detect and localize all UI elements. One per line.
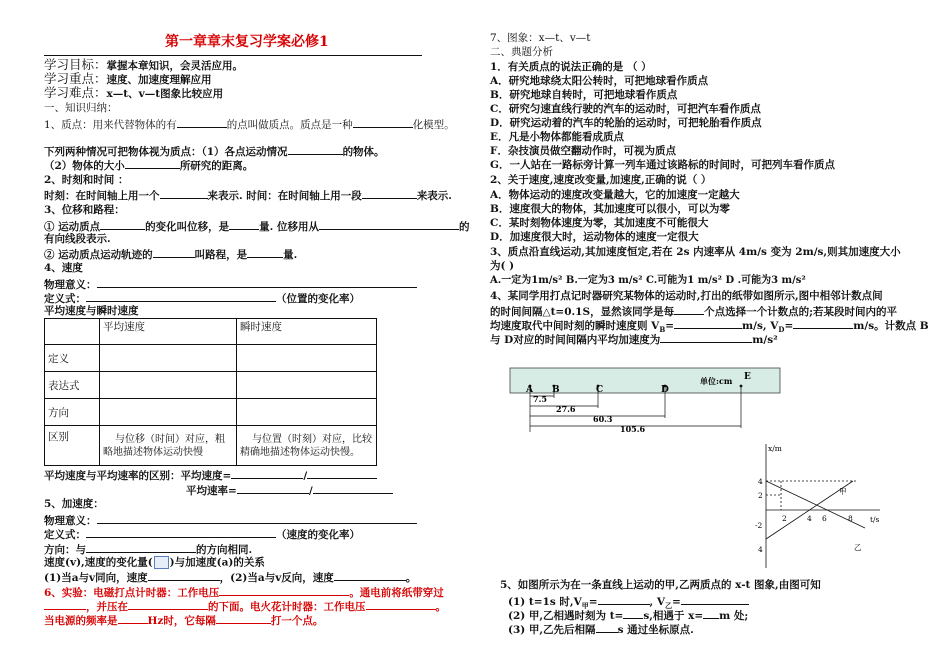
k6-line3: 当电源的频率是 Hz时，它每隔 打一个点。 xyxy=(44,615,324,627)
x-axis-label: t/s xyxy=(870,515,880,524)
k5-heading: 5、加速度： xyxy=(44,498,104,510)
dist-ae: 105.6 xyxy=(620,424,646,434)
title-divider xyxy=(44,55,422,56)
q4-line1: 4、某同学用打点记时器研究某物体的运动时,打出的纸带如图所示,图中相邻计数点间 xyxy=(490,290,883,302)
x-tick-4: 4 xyxy=(807,514,812,523)
y-tick-m4: 4 xyxy=(758,545,763,554)
q1-option-b: B．研究地球自转时，可把地球看作质点 xyxy=(490,89,678,101)
q2-option-b: B．速度很大的物体，其加速度可以很小，可以为零 xyxy=(490,203,730,215)
label-d: D xyxy=(661,385,669,395)
k2-line: 时刻：在时间轴上用一个 来表示. 时间：在时间轴上用一段 来表示. xyxy=(44,190,452,202)
y-axis-label: x/m xyxy=(768,444,782,453)
table-cell-inst-diff: 与位置（时刻）对应，比较精确地描述物体运动快慢。 xyxy=(237,426,377,466)
k4-def: 定义式： （位置的变化率） xyxy=(44,293,360,305)
q2-option-a: A．物体运动的速度改变量越大，它的加速度一定越大 xyxy=(490,189,740,201)
q1-option-f: F．杂技演员做空翻动作时，可视为质点 xyxy=(490,145,676,157)
q4-line4: 与 D对应的时间间隔内平均加速度为 m/s² xyxy=(490,334,778,346)
k1-cond-line: 下列两种情况可把物体视为质点：（1）各点运动情况 的物体。 xyxy=(44,146,385,158)
paper-tape xyxy=(510,368,780,393)
yi-label: 乙 xyxy=(854,543,862,552)
y-tick-2: 2 xyxy=(758,491,763,500)
jia-label: 甲 xyxy=(839,487,847,496)
section-2-heading: 二、典题分析 xyxy=(490,46,553,58)
k3-line3: ② 运动质点运动轨迹的 叫路程，是 量. xyxy=(44,249,298,261)
table-row-expr: 表达式 xyxy=(45,372,100,399)
q5-part1: (1) t=1s 时$,V_甲=$ , $V_乙=$ xyxy=(508,594,749,612)
x-tick-6: 6 xyxy=(822,514,827,523)
dist-ac: 27.6 xyxy=(556,404,576,414)
label-b: B xyxy=(552,385,560,395)
k3-line2: 有向线段表示. xyxy=(44,233,111,245)
q1-option-a: A．研究地球绕太阳公转时，可把地球看作质点 xyxy=(490,75,709,87)
k6-line1: 6、实验：电磁打点计时器：工作电压 。通电前将纸带穿过 xyxy=(44,587,444,599)
k7-line: 7、图象：x—t、v—t xyxy=(490,32,591,44)
k5-meaning: 物理意义： xyxy=(44,513,417,528)
table-row-diff: 区别 xyxy=(45,426,100,466)
x-tick-8: 8 xyxy=(848,514,853,523)
goal-line: 学习目标：掌握本章知识，会灵活应用。 xyxy=(44,57,244,72)
y-tick-m2: -2 xyxy=(755,521,763,530)
k2-heading: 2、时刻和时间 ： xyxy=(44,174,129,186)
q5-part3: (3) 甲,乙先后相隔 s 通过坐标原点. xyxy=(508,624,694,636)
unit-label: 单位:cm xyxy=(700,376,733,386)
q2-option-d: D．加速度很大时，运动物体的速度一定很大 xyxy=(490,231,699,243)
k3-line1: ① 运动质点 的变化叫位移，是 量. 位移用从 的 xyxy=(44,221,470,233)
label-e: E xyxy=(744,372,751,382)
table-header-inst: 瞬时速度 xyxy=(237,319,377,345)
k4-heading: 4、速度 xyxy=(44,262,83,274)
avg-rate-line: 平均速率= / xyxy=(186,483,393,498)
table-header-avg: 平均速度 xyxy=(100,319,237,345)
xt-graph xyxy=(752,440,892,572)
section-1-heading: 一、知识归纳： xyxy=(44,102,118,114)
table-cell-avg-diff: 与位移（时间）对应，粗略地描述物体运动快慢 xyxy=(100,426,237,466)
x-tick-2: 2 xyxy=(782,514,787,523)
k5-cases: (1)当a与v同向，速度 ，(2)当a与v反向，速度 。 xyxy=(44,572,417,584)
dist-ab: 7.5 xyxy=(533,394,547,404)
q2-option-c: C．某时刻物体速度为零，其加速度不可能很大 xyxy=(490,217,709,229)
k3-heading: 3、位移和路程： xyxy=(44,204,125,216)
q1-option-d: D．研究运动着的汽车的轮胎的运动时，可把轮胎看作质点 xyxy=(490,117,762,129)
label-a: A xyxy=(526,385,533,395)
k5-relation: 速度(v),速度的变化量( )与加速度(a)的关系 xyxy=(44,556,265,569)
table-row-def: 定义 xyxy=(45,345,100,372)
velocity-table xyxy=(44,318,377,466)
y-tick-4: 4 xyxy=(758,477,763,486)
q1-stem: 1．有关质点的说法正确的是 （ ） xyxy=(490,61,652,73)
label-c: C xyxy=(596,385,604,395)
paper-tape-figure xyxy=(508,364,788,436)
avg-speed-line: 平均速度与平均速率的区别：平均速度= / xyxy=(44,468,377,483)
q1-option-c: C．研究匀速直线行驶的汽车的运动时，可把汽车看作质点 xyxy=(490,103,761,115)
q4-line2: 的时间间隔△t=0.1S，显然该同学是每 个点选择一个计数点的;若某段时间内的平 xyxy=(490,306,897,318)
delta-v-icon xyxy=(154,556,169,569)
k4-table-caption: 平均速度与瞬时速度 xyxy=(44,305,139,317)
page-title: 第一章章末复习学案必修1 xyxy=(165,34,329,50)
q3-stem: 3、质点沿直线运动,其加速度恒定,若在 2s 内速率从 4m/s 变为 2m/s,则其加速度大小 xyxy=(490,246,901,258)
k6-line2: ，并压在 的下面。电火花计时器：工作电压 。 xyxy=(44,599,446,614)
k5-def: 定义式： （速度的变化率） xyxy=(44,529,360,541)
q4-line3: 均速度取代中间时刻的瞬时速度则 $V_B= m/s$, $V_D= m/s$。计数点 B xyxy=(490,320,929,335)
q3-stem-2: 为( ) xyxy=(490,260,515,272)
key-line: 学习重点：速度、加速度理解应用 xyxy=(44,71,212,86)
k1-line: 1、质点：用来代替物体的有 的点叫做质点。质点是一种 化模型。 xyxy=(44,119,455,131)
q5-part2: (2) 甲,乙相遇时刻为 t= s,相遇于 x= m 处; xyxy=(508,610,749,622)
q1-option-g: G．一人站在一路标旁计算一列车通过该路标的时间时，可把列车看作质点 xyxy=(490,159,835,171)
difficulty-line: 学习难点：x—t、v—t图象比较应用 xyxy=(44,85,224,100)
q5-stem: 5、如图所示为在一条直线上运动的甲,乙两质点的 x-t 图象,由图可知 xyxy=(500,579,821,591)
q3-options: A.一定为1m/s² B.一定为3 m/s² C.可能为1 m/s² D .可能为3 m/s² xyxy=(490,275,806,286)
q2-stem: 2、关于速度,速度改变量,加速度,正确的说（ ） xyxy=(490,174,712,186)
k4-meaning: 物理意义： xyxy=(44,277,417,292)
table-row-dir: 方向 xyxy=(45,399,100,426)
k1-cond2-line: （2）物体的大小 所研究的距离。 xyxy=(44,160,254,172)
q1-option-e: E．凡是小物体都能看成质点 xyxy=(490,131,625,143)
dist-ad: 60.3 xyxy=(593,414,613,424)
k5-dir: 方向：与 的方向相同. xyxy=(44,544,253,556)
